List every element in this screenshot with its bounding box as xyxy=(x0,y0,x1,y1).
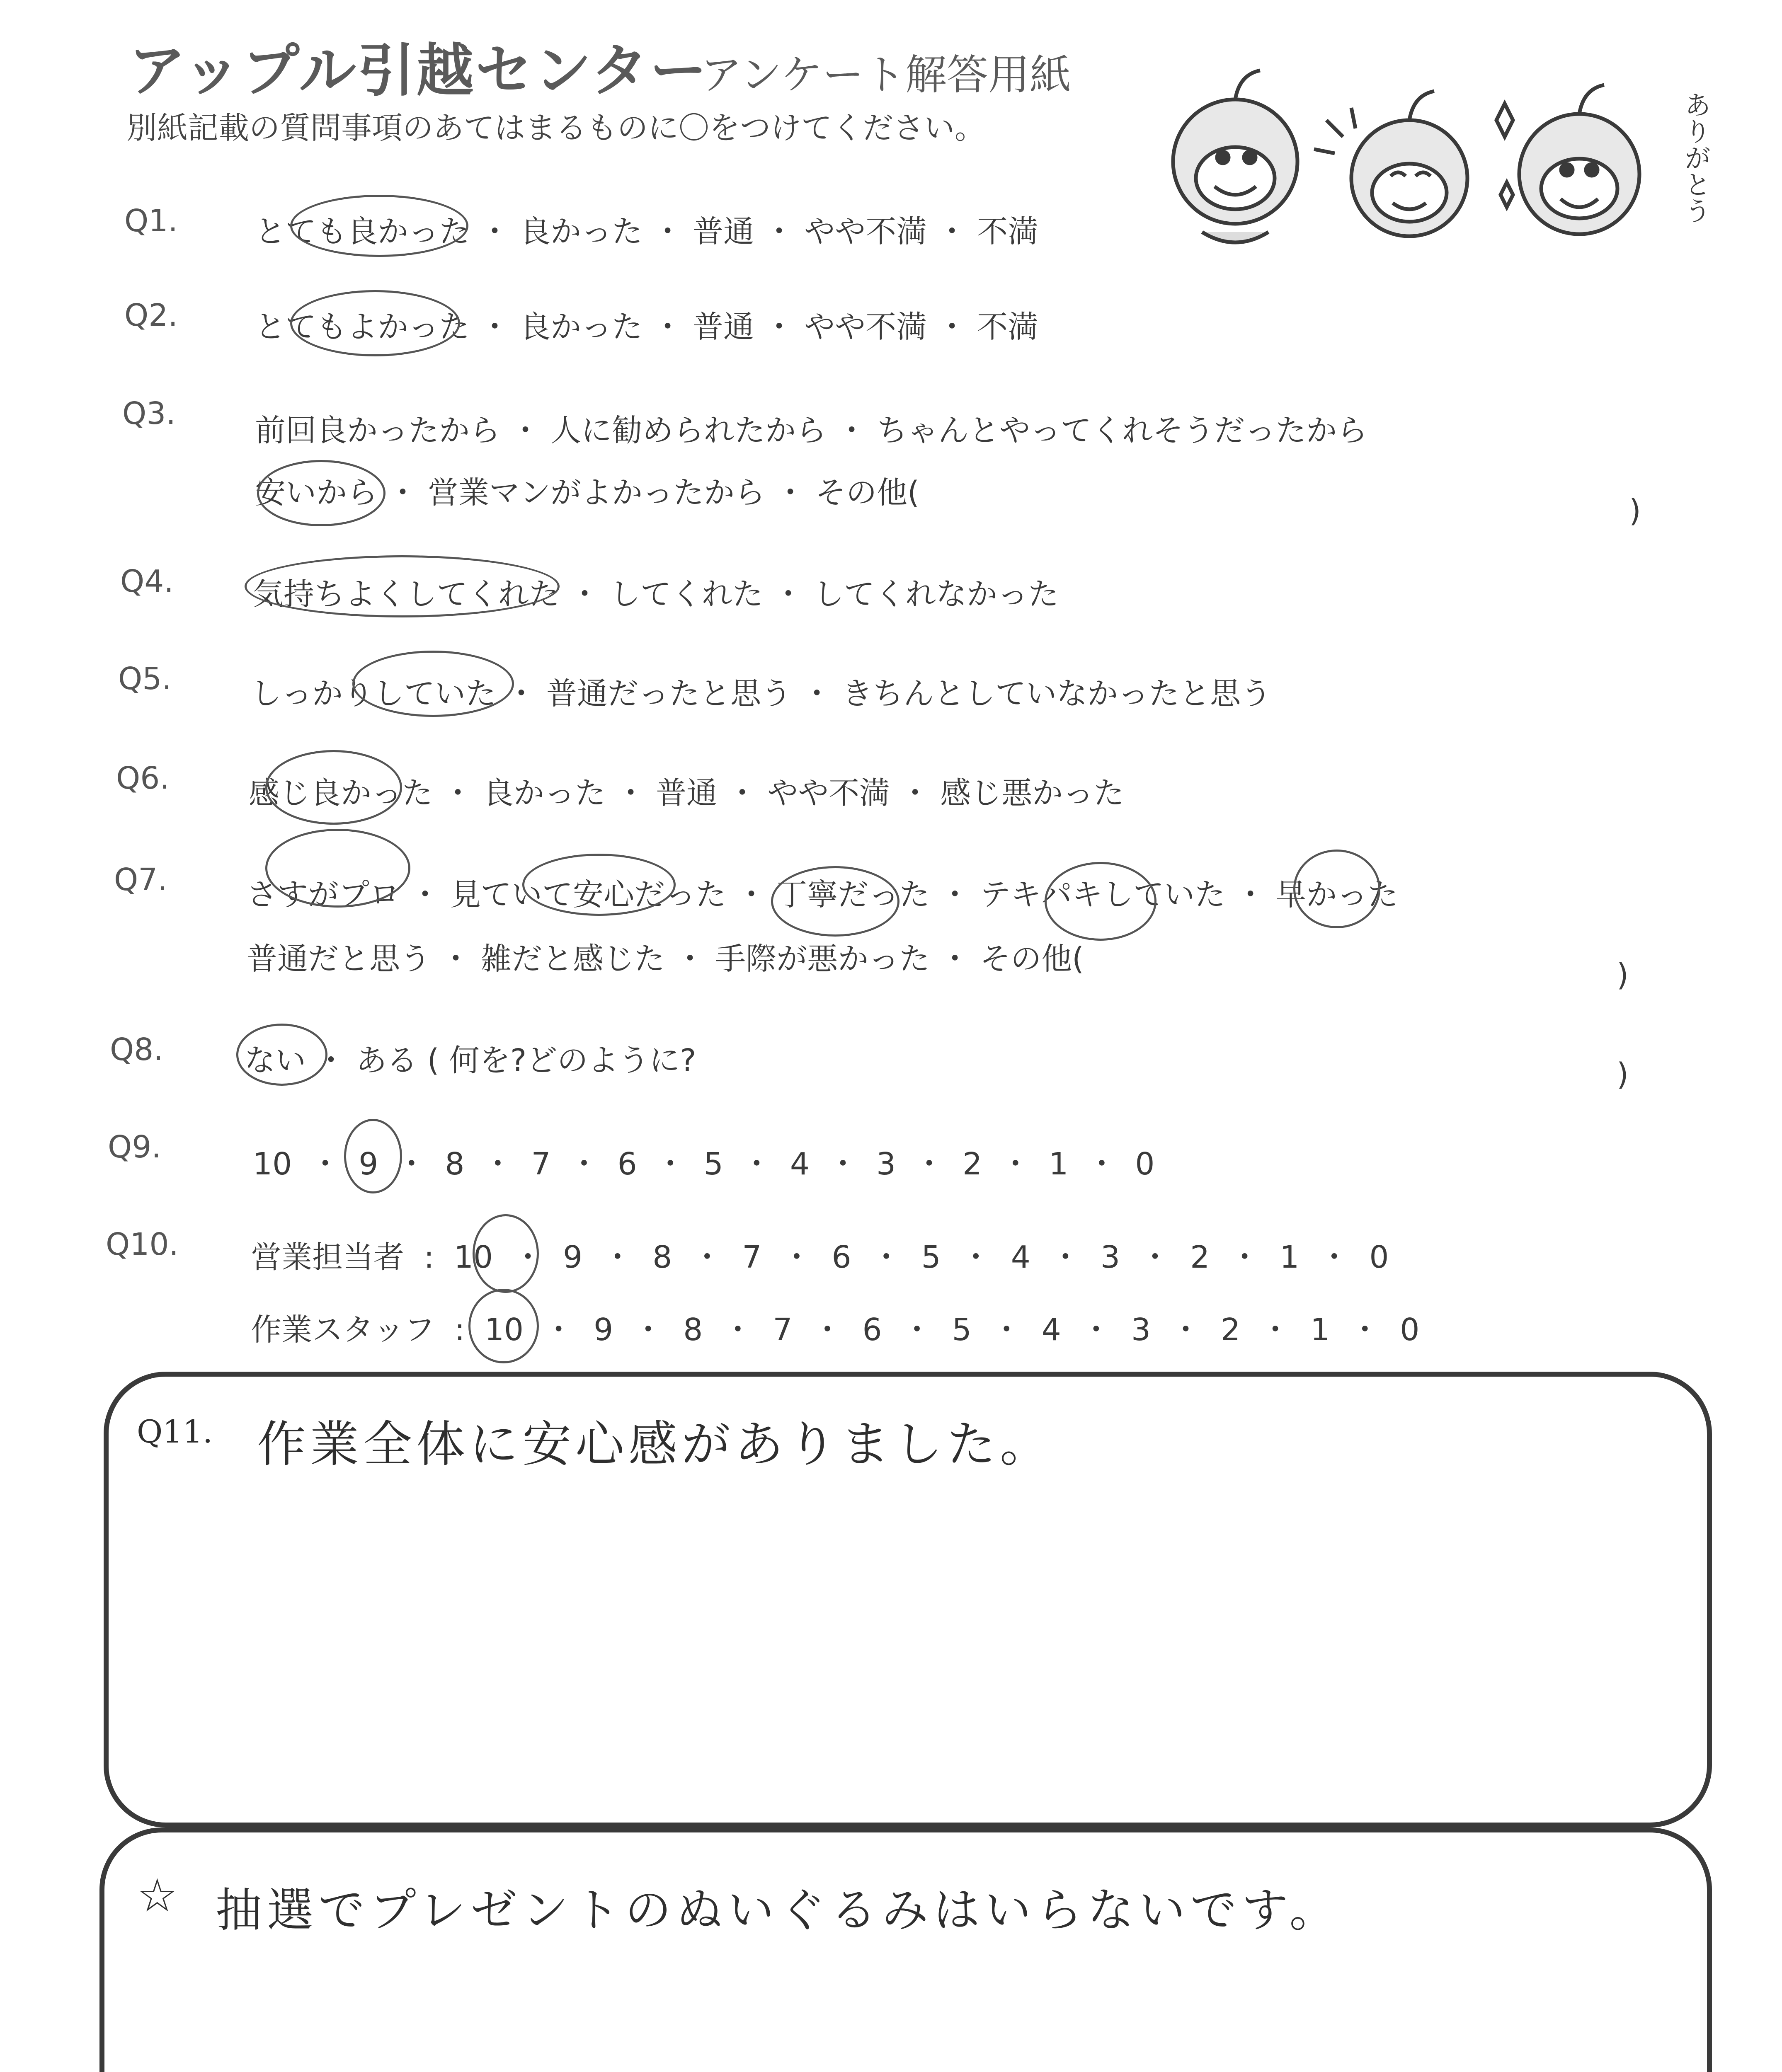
q8-options: ない ・ ある ( 何を?どのように? xyxy=(245,1043,696,1078)
monkey-2-icon xyxy=(1314,91,1467,236)
q6-label: Q6. xyxy=(116,760,170,796)
q9-scale: 10 ・ 9 ・ 8 ・ 7 ・ 6 ・ 5 ・ 4 ・ 3 ・ 2 ・ 1 ・ 0 xyxy=(253,1146,1155,1182)
q6-answer-circle xyxy=(265,750,402,825)
note-box xyxy=(99,1828,1712,2072)
q4-options: 気持ちよくしてくれた ・ してくれた ・ してくれなかった xyxy=(253,576,1059,612)
form-title: アンケート解答用紙 xyxy=(701,51,1071,99)
q7-options-line1: さすがプロ ・ 見ていて安心だった ・ 丁寧だった ・ テキパキしていた ・ 早かった xyxy=(247,877,1399,913)
q3-answer-circle xyxy=(257,460,385,526)
q10-staff-answer-circle xyxy=(468,1289,539,1363)
q9-answer-circle xyxy=(344,1119,402,1193)
q8-close-paren: ) xyxy=(1617,1057,1629,1092)
q3-close-paren: ) xyxy=(1629,493,1641,529)
q10-sales-answer-circle xyxy=(473,1214,539,1293)
q7-answer-circle-2 xyxy=(522,854,676,916)
mascot-monkeys-image xyxy=(1144,58,1737,274)
mascot-thanks-text: ありがとう xyxy=(1680,91,1711,224)
q5-answer-circle xyxy=(352,651,514,717)
q8-label: Q8. xyxy=(110,1032,163,1067)
q7-close-paren: ) xyxy=(1617,957,1629,993)
q3-options-line1: 前回良かったから ・ 人に勧められたから ・ ちゃんとやってくれそうだったから xyxy=(255,413,1368,448)
q4-label: Q4. xyxy=(120,564,174,599)
q2-label: Q2. xyxy=(124,298,178,333)
q10-label: Q10. xyxy=(106,1227,179,1262)
q1-label: Q1. xyxy=(124,203,178,239)
q8-answer-circle xyxy=(236,1024,327,1086)
q2-options: とてもよかった ・ 良かった ・ 普通 ・ やや不満 ・ 不満 xyxy=(255,309,1039,345)
q6-options: 感じ良かった ・ 良かった ・ 普通 ・ やや不満 ・ 感じ悪かった xyxy=(249,775,1125,811)
note-text: 抽選でプレゼントのぬいぐるみはいらないです。 xyxy=(216,1883,1341,1937)
q7-answer-circle-5 xyxy=(1293,850,1380,928)
q4-answer-circle xyxy=(245,555,560,617)
q7-label: Q7. xyxy=(114,862,167,898)
company-name: アップル引越センター xyxy=(128,37,709,104)
instruction-text: 別紙記載の質問事項のあてはまるものに〇をつけてください。 xyxy=(126,110,985,146)
q5-label: Q5. xyxy=(118,661,172,697)
monkey-3-icon xyxy=(1496,85,1639,234)
q11-label: Q11. xyxy=(137,1413,213,1450)
monkey-1-icon xyxy=(1173,70,1297,242)
q3-options-line2: 安いから ・ 営業マンがよかったから ・ その他( xyxy=(255,475,919,511)
q2-answer-circle xyxy=(290,290,460,356)
q1-answer-circle xyxy=(290,195,468,257)
q1-options: とても良かった ・ 良かった ・ 普通 ・ やや不満 ・ 不満 xyxy=(255,214,1039,249)
q7-answer-circle-3 xyxy=(771,866,899,937)
q10-staff-scale: 作業スタッフ : 10 ・ 9 ・ 8 ・ 7 ・ 6 ・ 5 ・ 4 ・ 3 ・ 2 ・ 1 ・ 0 xyxy=(251,1312,1420,1348)
q7-answer-circle-4 xyxy=(1045,862,1156,941)
q9-label: Q9. xyxy=(108,1129,161,1165)
q10-sales-scale: 営業担当者 : 10 ・ 9 ・ 8 ・ 7 ・ 6 ・ 5 ・ 4 ・ 3 ・ 2 ・ 1 ・ 0 xyxy=(251,1239,1389,1275)
q5-options: しっかりしていた ・ 普通だったと思う ・ きちんとしていなかったと思う xyxy=(251,676,1272,712)
q7-options-line2: 普通だと思う ・ 雑だと感じた ・ 手際が悪かった ・ その他( xyxy=(247,941,1084,977)
q11-answer-text: 作業全体に安心感がありました。 xyxy=(257,1416,1053,1473)
q3-label: Q3. xyxy=(122,396,176,431)
star-icon: ☆ xyxy=(137,1869,178,1922)
q7-answer-circle-1 xyxy=(265,829,410,908)
